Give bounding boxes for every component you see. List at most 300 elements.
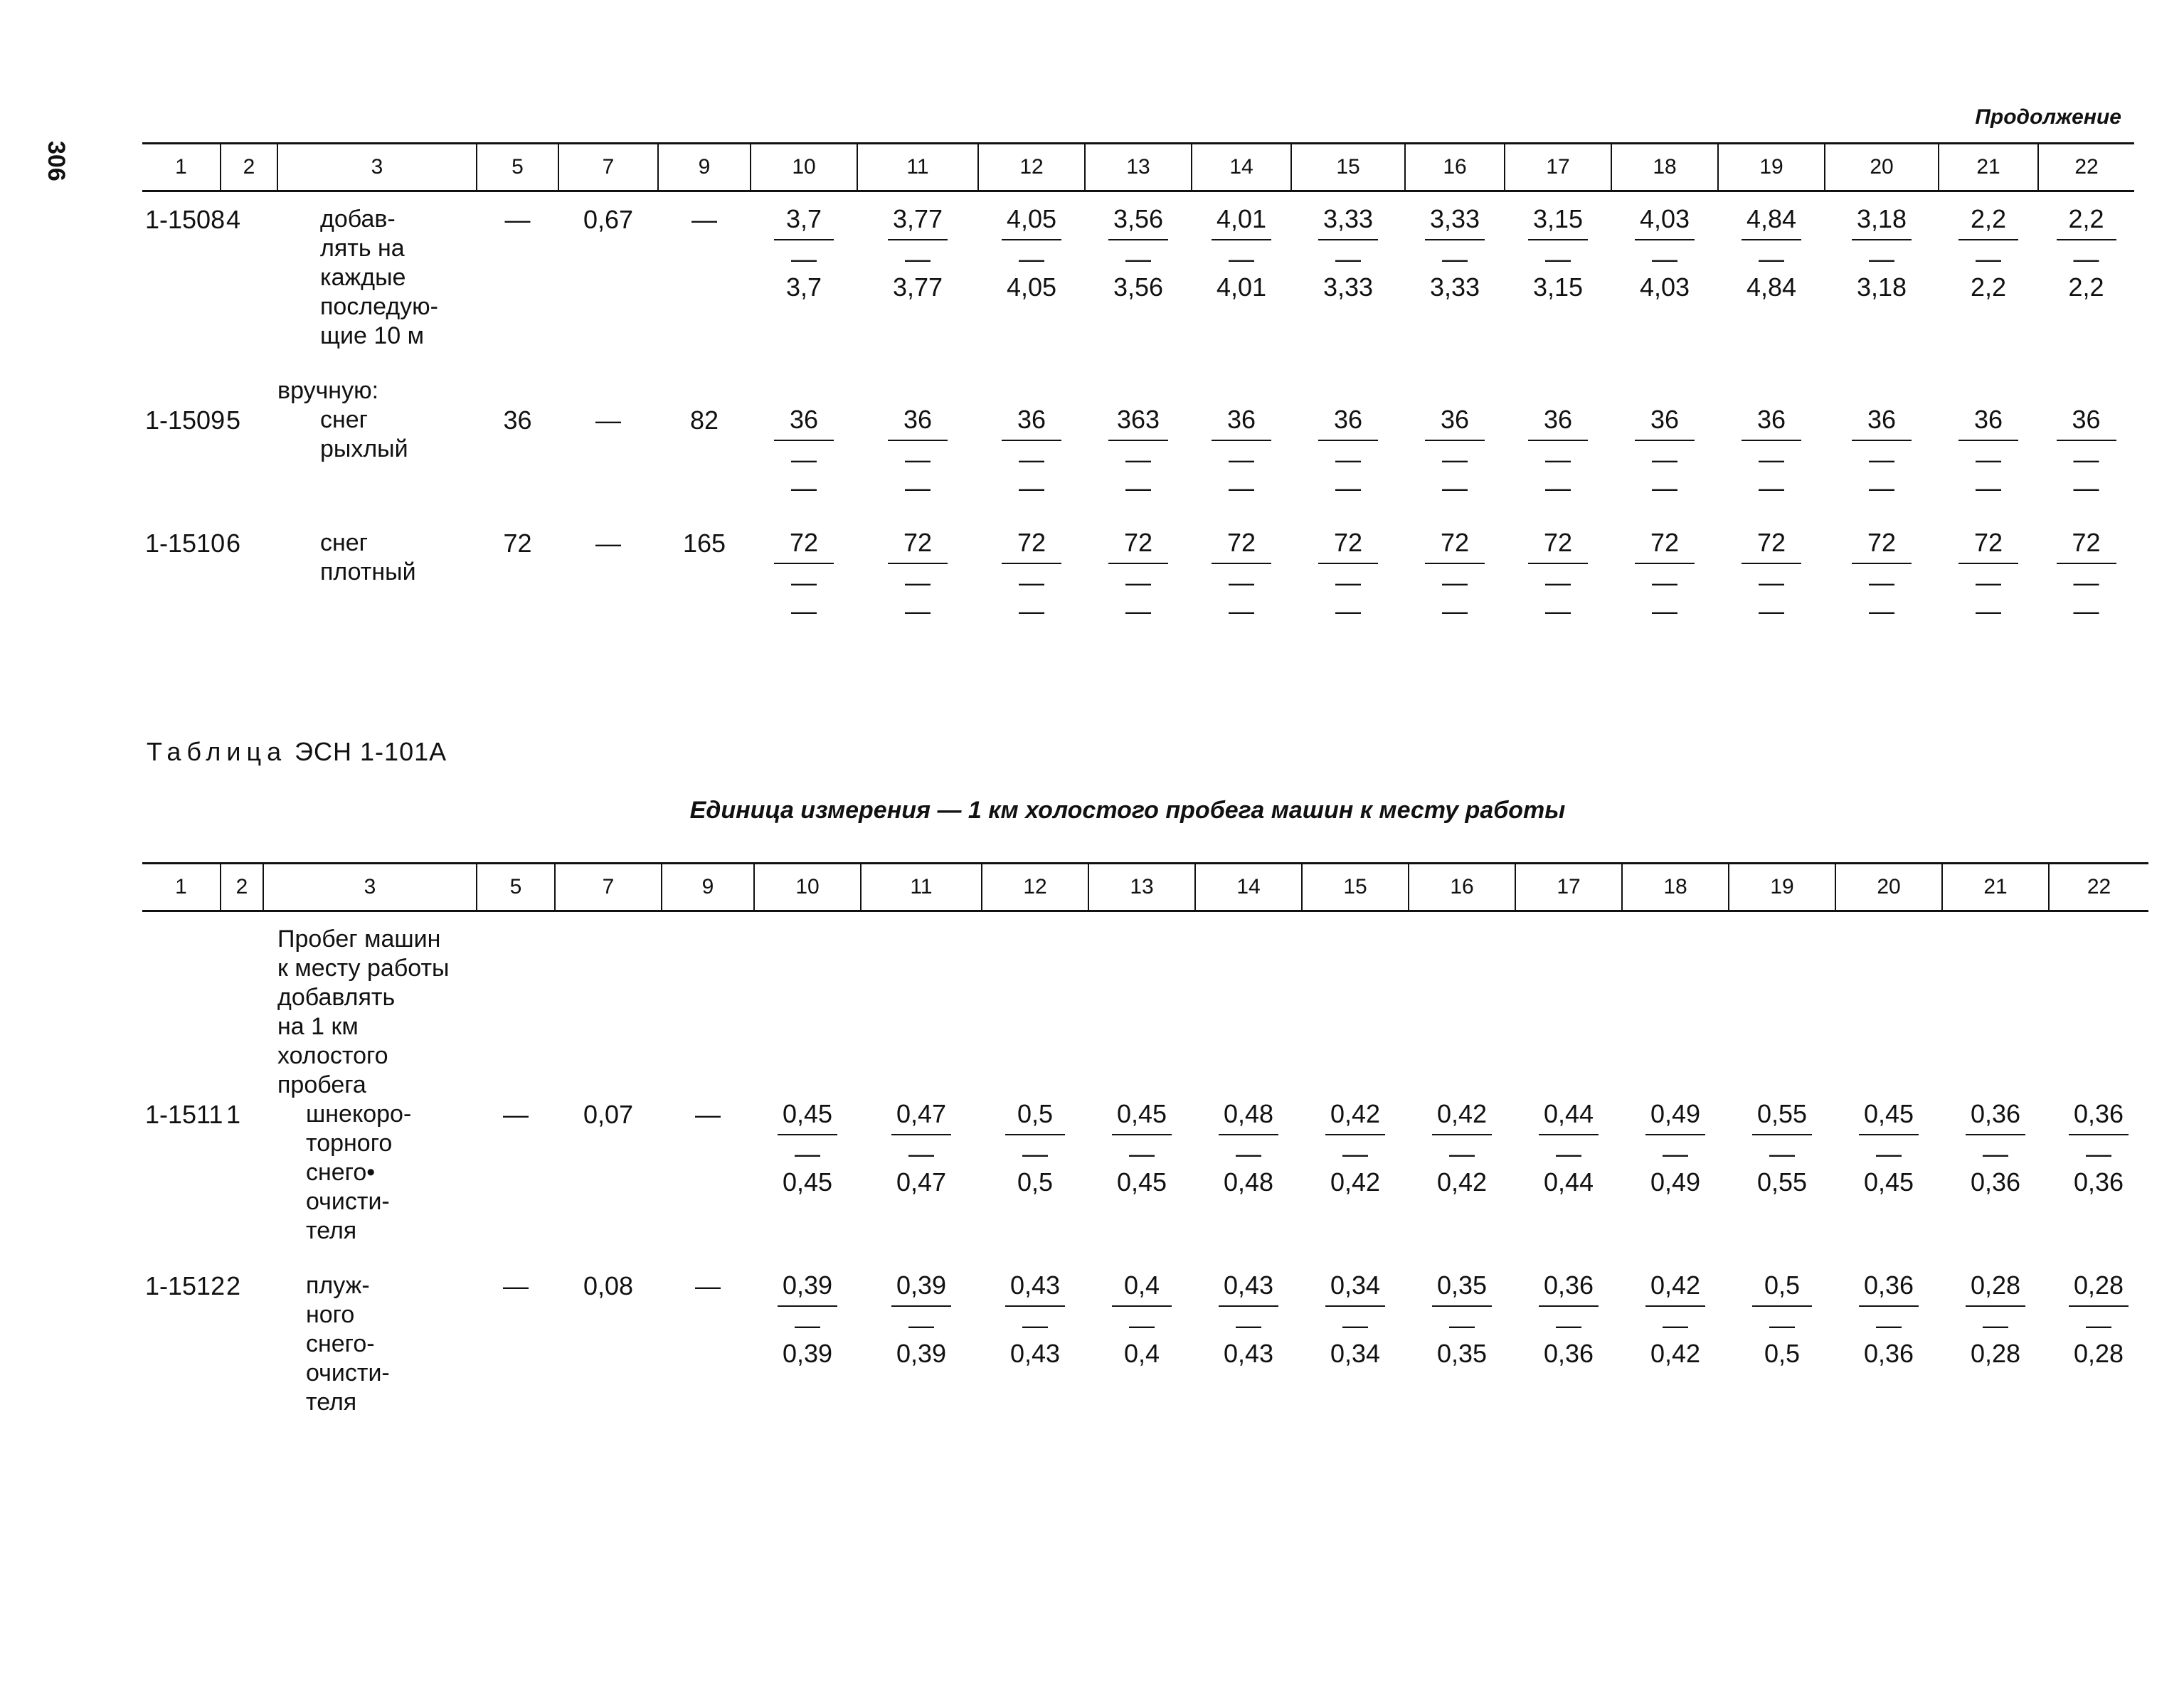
column-header: 15: [1302, 864, 1409, 911]
fraction-bottom: 0,49: [1650, 1167, 1701, 1197]
fraction-bottom: 3,33: [1322, 272, 1374, 302]
empty-cell: [477, 925, 2148, 1100]
fraction-bottom: 4,01: [1216, 272, 1267, 302]
description-line: лять на: [320, 235, 405, 262]
fraction-top: 3,33: [1322, 204, 1374, 233]
fraction-bar: [1212, 563, 1271, 564]
fraction-bottom: 0,42: [1330, 1167, 1381, 1197]
fraction-bar: [774, 563, 834, 564]
fraction-middle: —: [1342, 1310, 1368, 1340]
intro-row: [142, 925, 2148, 1100]
column-header: 3: [263, 864, 477, 911]
fraction-middle: —: [1442, 244, 1468, 273]
value-col-18: [1611, 529, 1718, 626]
fraction-middle: —: [1129, 1310, 1155, 1340]
fraction-middle: —: [1342, 1139, 1368, 1168]
spacer-row: [142, 191, 2134, 206]
value-col-5: 72: [503, 529, 532, 558]
fraction-middle: —: [1442, 568, 1468, 597]
fraction-value: [1645, 1100, 1705, 1197]
fraction-bar: [891, 1134, 951, 1135]
fraction-value: [1112, 1100, 1172, 1197]
fraction-bar: [1425, 563, 1485, 564]
fraction-value: [1325, 1271, 1385, 1368]
fraction-middle: —: [1335, 445, 1361, 474]
continuation-label: Продолжение: [1975, 105, 2121, 129]
fraction-bottom: 0,5: [1017, 1167, 1054, 1197]
value-col-19: [1729, 1100, 1835, 1246]
fraction-top: 2,2: [1970, 204, 2007, 233]
description-line: плотный: [320, 558, 416, 585]
fraction-top: 36: [1973, 405, 2003, 434]
fraction-bottom: —: [1652, 473, 1677, 502]
fraction-middle: —: [1229, 445, 1254, 474]
fraction-value: [1742, 405, 1801, 502]
fraction-top: 0,42: [1436, 1099, 1488, 1128]
fraction-bar: [1539, 1305, 1599, 1307]
fraction-bottom: 4,05: [1006, 272, 1057, 302]
fraction-value: [1219, 1100, 1278, 1197]
column-header: 1: [142, 864, 221, 911]
value-col-14: [1195, 1271, 1302, 1417]
norms-table-continued: [142, 142, 2134, 652]
fraction-top: 72: [1440, 528, 1470, 557]
description-line: снего-: [306, 1330, 375, 1357]
fraction-bar: [1212, 239, 1271, 240]
value-col-20: [1825, 529, 1939, 626]
fraction-value: [1742, 205, 1801, 302]
fraction-value: [1108, 529, 1168, 625]
value-col-19: [1718, 529, 1825, 626]
fraction-middle: —: [791, 244, 817, 273]
fraction-bar: [888, 239, 948, 240]
fraction-value: [1958, 529, 2018, 625]
column-header: 2: [221, 864, 263, 911]
fraction-bottom: —: [1335, 596, 1361, 625]
norms-table-esn-1-101a: [142, 862, 2148, 1443]
value-col-7: —: [595, 405, 621, 435]
fraction-bottom: 0,36: [1970, 1167, 2021, 1197]
table-row: [142, 405, 2134, 503]
row-number: 1: [226, 1100, 241, 1129]
spacer-row: [142, 351, 2134, 376]
value-col-5: —: [503, 1100, 529, 1129]
description-line: теля: [306, 1217, 357, 1244]
fraction-middle: —: [1759, 568, 1784, 597]
fraction-top: 36: [789, 405, 819, 434]
spacer-cell: [142, 1246, 2148, 1271]
value-col-5: —: [504, 205, 531, 234]
value-col-11: [861, 1271, 982, 1417]
fraction-bar: [1742, 239, 1801, 240]
fraction-value: [1742, 529, 1801, 625]
fraction-top: 36: [1333, 405, 1363, 434]
fraction-value: [1002, 205, 1061, 302]
spacer-cell: [142, 191, 2134, 206]
description-line: торного: [306, 1130, 393, 1157]
intro-description: [263, 925, 477, 1100]
fraction-value: [1528, 405, 1588, 502]
column-header: 11: [857, 144, 978, 191]
fraction-bar: [1645, 1134, 1705, 1135]
fraction-middle: —: [1545, 568, 1571, 597]
fraction-bar: [2069, 1134, 2129, 1135]
fraction-middle: —: [1556, 1310, 1581, 1340]
fraction-bar: [1002, 239, 1061, 240]
fraction-bar: [1635, 440, 1695, 441]
fraction-bottom: 4,84: [1746, 272, 1797, 302]
fraction-top: 0,55: [1756, 1099, 1808, 1128]
fraction-middle: —: [1236, 1139, 1261, 1168]
description-line: щие 10 м: [320, 322, 424, 349]
fraction-middle: —: [1983, 1139, 2008, 1168]
value-col-11: [861, 1100, 982, 1246]
fraction-value: [1108, 205, 1168, 302]
fraction-middle: —: [1876, 1139, 1902, 1168]
fraction-top: 0,39: [896, 1271, 947, 1300]
column-header: 22: [2038, 144, 2134, 191]
column-header: 17: [1505, 144, 1611, 191]
value-col-18: [1611, 405, 1718, 503]
fraction-top: 0,45: [1116, 1099, 1167, 1128]
fraction-top: 36: [1440, 405, 1470, 434]
value-col-15: [1302, 1271, 1409, 1417]
value-col-12: [982, 1100, 1088, 1246]
fraction-middle: —: [1129, 1139, 1155, 1168]
fraction-bar: [778, 1134, 837, 1135]
fraction-middle: —: [1125, 244, 1151, 273]
fraction-top: 72: [1333, 528, 1363, 557]
fraction-bar: [1966, 1134, 2025, 1135]
fraction-middle: —: [1976, 568, 2001, 597]
description-line: к месту работы: [277, 955, 450, 982]
fraction-middle: —: [1022, 1139, 1048, 1168]
value-col-10: [751, 405, 857, 503]
value-col-10: [754, 1271, 861, 1417]
description-line: каждые: [320, 264, 406, 291]
fraction-middle: —: [1652, 445, 1677, 474]
fraction-bottom: 0,45: [1863, 1167, 1914, 1197]
fraction-top: 72: [1017, 528, 1046, 557]
fraction-bottom: 3,33: [1429, 272, 1480, 302]
fraction-bottom: —: [1759, 596, 1784, 625]
fraction-bar: [1108, 563, 1168, 564]
norm-code: 1-1511: [145, 1100, 223, 1129]
empty-cell: [142, 925, 221, 1100]
value-col-7: 0,07: [583, 1100, 634, 1129]
fraction-bar: [1852, 239, 1912, 240]
fraction-bar: [1432, 1305, 1492, 1307]
fraction-value: [1528, 205, 1588, 302]
fraction-bar: [774, 440, 834, 441]
fraction-bottom: 0,36: [1863, 1339, 1914, 1368]
fraction-bottom: 0,36: [2073, 1167, 2124, 1197]
column-header: 22: [2049, 864, 2148, 911]
description-line: добав-: [320, 206, 396, 233]
fraction-middle: —: [791, 568, 817, 597]
fraction-middle: —: [795, 1139, 820, 1168]
fraction-top: 0,45: [1863, 1099, 1914, 1128]
fraction-value: [1852, 205, 1912, 302]
fraction-top: 3,33: [1429, 204, 1480, 233]
fraction-top: 36: [2072, 405, 2101, 434]
fraction-value: [891, 1100, 951, 1197]
fraction-value: [1539, 1100, 1599, 1197]
fraction-bottom: —: [1229, 596, 1254, 625]
description-line: шнекоро-: [306, 1101, 412, 1128]
fraction-top: 0,28: [2073, 1271, 2124, 1300]
fraction-bottom: 0,28: [1970, 1339, 2021, 1368]
column-header: 7: [558, 144, 658, 191]
fraction-value: [888, 205, 948, 302]
table-row: [142, 1271, 2148, 1417]
fraction-top: 72: [789, 528, 819, 557]
description-line: Пробег машин: [277, 926, 441, 953]
fraction-middle: —: [1019, 244, 1044, 273]
fraction-value: [1425, 205, 1485, 302]
fraction-bar: [2057, 563, 2116, 564]
fraction-top: 0,39: [782, 1271, 833, 1300]
fraction-value: [778, 1271, 837, 1368]
fraction-top: 0,35: [1436, 1271, 1488, 1300]
fraction-bottom: 0,35: [1436, 1339, 1488, 1368]
fraction-bottom: —: [1229, 473, 1254, 502]
fraction-middle: —: [1335, 568, 1361, 597]
fraction-middle: —: [1442, 445, 1468, 474]
column-header: 12: [978, 144, 1085, 191]
fraction-value: [1002, 529, 1061, 625]
fraction-top: 72: [1756, 528, 1786, 557]
value-col-10: [751, 529, 857, 626]
value-col-15: [1291, 405, 1405, 503]
fraction-value: [1859, 1100, 1919, 1197]
value-col-5: —: [503, 1271, 529, 1300]
fraction-bar: [1859, 1134, 1919, 1135]
fraction-bar: [1539, 1134, 1599, 1135]
table-title-prefix: Таблица: [147, 737, 287, 766]
fraction-middle: —: [908, 1310, 934, 1340]
fraction-value: [1645, 1271, 1705, 1368]
fraction-top: 72: [2072, 528, 2101, 557]
fraction-value: [2057, 529, 2116, 625]
fraction-value: [778, 1100, 837, 1197]
fraction-top: 36: [1756, 405, 1786, 434]
fraction-value: [1112, 1271, 1172, 1368]
column-header: 13: [1088, 864, 1195, 911]
fraction-top: 0,28: [1970, 1271, 2021, 1300]
column-header: 9: [658, 144, 751, 191]
fraction-middle: —: [1652, 568, 1677, 597]
fraction-top: 4,05: [1006, 204, 1057, 233]
fraction-top: 0,4: [1123, 1271, 1160, 1300]
fraction-bottom: 0,39: [782, 1339, 833, 1368]
fraction-value: [1005, 1100, 1065, 1197]
column-header: 18: [1611, 144, 1718, 191]
fraction-middle: —: [1663, 1139, 1688, 1168]
value-col-17: [1505, 405, 1611, 503]
description-line: добавлять: [277, 984, 396, 1011]
fraction-value: [1958, 405, 2018, 502]
fraction-top: 0,5: [1017, 1099, 1054, 1128]
fraction-middle: —: [905, 244, 931, 273]
fraction-middle: —: [1449, 1310, 1475, 1340]
fraction-top: 2,2: [2068, 204, 2104, 233]
work-description: [263, 1100, 477, 1246]
fraction-bottom: —: [905, 473, 931, 502]
fraction-bar: [1318, 239, 1378, 240]
value-col-14: [1195, 1100, 1302, 1246]
description-line: холостого: [277, 1042, 388, 1069]
fraction-bottom: —: [1976, 596, 2001, 625]
fraction-value: [1318, 405, 1378, 502]
column-header: 10: [751, 144, 857, 191]
description-line: очисти-: [306, 1188, 390, 1215]
fraction-bar: [1752, 1134, 1812, 1135]
fraction-bar: [1635, 563, 1695, 564]
fraction-bar: [1325, 1305, 1385, 1307]
fraction-middle: —: [1983, 1310, 2008, 1340]
fraction-bar: [1645, 1305, 1705, 1307]
value-col-12: [978, 529, 1085, 626]
fraction-top: 0,47: [896, 1099, 947, 1128]
row-number: 2: [226, 1271, 241, 1300]
fraction-top: 72: [1123, 528, 1153, 557]
value-col-13: [1085, 529, 1192, 626]
spacer-row: [142, 911, 2148, 926]
fraction-bottom: 0,4: [1123, 1339, 1160, 1368]
fraction-middle: —: [1545, 244, 1571, 273]
value-col-21: [1939, 205, 2038, 351]
fraction-bottom: 3,15: [1532, 272, 1584, 302]
fraction-bottom: 3,56: [1113, 272, 1164, 302]
fraction-middle: —: [1769, 1139, 1795, 1168]
work-description: [277, 405, 477, 503]
column-header: 3: [277, 144, 477, 191]
fraction-bar: [1966, 1305, 2025, 1307]
fraction-bar: [1425, 440, 1485, 441]
column-header: 10: [754, 864, 861, 911]
value-col-10: [751, 205, 857, 351]
fraction-top: 0,45: [782, 1099, 833, 1128]
value-col-21: [1942, 1271, 2049, 1417]
column-header: 15: [1291, 144, 1405, 191]
fraction-middle: —: [905, 445, 931, 474]
fraction-middle: —: [1022, 1310, 1048, 1340]
fraction-bottom: —: [791, 473, 817, 502]
column-header: 13: [1085, 144, 1192, 191]
fraction-top: 72: [1973, 528, 2003, 557]
spacer-row: [142, 503, 2134, 529]
work-description: [277, 205, 477, 351]
row-number: 5: [226, 405, 241, 435]
fraction-value: [2069, 1100, 2129, 1197]
fraction-middle: —: [795, 1310, 820, 1340]
fraction-bottom: —: [1442, 596, 1468, 625]
fraction-value: [2057, 405, 2116, 502]
fraction-bottom: —: [1019, 473, 1044, 502]
spacer-row: [142, 626, 2134, 652]
fraction-bottom: 0,42: [1436, 1167, 1488, 1197]
fraction-bottom: —: [1545, 596, 1571, 625]
value-col-19: [1718, 205, 1825, 351]
table-row: [142, 529, 2134, 626]
fraction-top: 3,18: [1856, 204, 1907, 233]
fraction-bottom: 0,44: [1543, 1167, 1594, 1197]
group-label-row: [142, 376, 2134, 405]
fraction-middle: —: [2073, 244, 2099, 273]
table-title: [147, 737, 447, 767]
value-col-17: [1505, 205, 1611, 351]
fraction-value: [1108, 405, 1168, 502]
fraction-top: 0,42: [1650, 1271, 1701, 1300]
fraction-value: [1432, 1271, 1492, 1368]
fraction-bar: [1219, 1305, 1278, 1307]
work-description: [263, 1271, 477, 1417]
fraction-bar: [1112, 1134, 1172, 1135]
fraction-bottom: 0,55: [1756, 1167, 1808, 1197]
column-header: 5: [477, 144, 558, 191]
fraction-bottom: —: [1335, 473, 1361, 502]
fraction-middle: —: [1229, 568, 1254, 597]
value-col-22: [2049, 1100, 2148, 1246]
fraction-top: 72: [903, 528, 933, 557]
value-col-21: [1939, 529, 2038, 626]
value-col-16: [1409, 1100, 1515, 1246]
fraction-bar: [1752, 1305, 1812, 1307]
fraction-bar: [1318, 440, 1378, 441]
value-col-15: [1302, 1100, 1409, 1246]
fraction-middle: —: [1019, 445, 1044, 474]
fraction-top: 72: [1650, 528, 1680, 557]
fraction-bar: [1108, 239, 1168, 240]
column-header: 20: [1825, 144, 1939, 191]
fraction-top: 0,43: [1223, 1271, 1274, 1300]
value-col-15: [1291, 205, 1405, 351]
fraction-bottom: —: [2073, 473, 2099, 502]
value-col-10: [754, 1100, 861, 1246]
fraction-bottom: 3,18: [1856, 272, 1907, 302]
value-col-17: [1515, 1271, 1622, 1417]
column-header: 14: [1192, 144, 1291, 191]
description-line: снег: [320, 529, 369, 556]
fraction-bottom: —: [1125, 596, 1151, 625]
row-number: 4: [226, 205, 241, 234]
fraction-top: 0,44: [1543, 1099, 1594, 1128]
spacer-cell: [142, 626, 2134, 652]
fraction-value: [1966, 1271, 2025, 1368]
value-col-20: [1825, 205, 1939, 351]
value-col-9: 82: [689, 405, 719, 435]
norm-code: 1-1512: [145, 1271, 226, 1300]
column-header: 21: [1942, 864, 2049, 911]
fraction-value: [1425, 405, 1485, 502]
column-header: 19: [1718, 144, 1825, 191]
fraction-bar: [1318, 563, 1378, 564]
fraction-top: 0,34: [1330, 1271, 1381, 1300]
fraction-value: [1318, 205, 1378, 302]
spacer-cell: [142, 503, 2134, 529]
fraction-bar: [1635, 239, 1695, 240]
column-header: 16: [1405, 144, 1505, 191]
empty-cell: [477, 376, 2134, 405]
value-col-9: —: [695, 1271, 721, 1300]
value-col-9: 165: [682, 529, 726, 558]
fraction-bar: [2057, 239, 2116, 240]
fraction-value: [1005, 1271, 1065, 1368]
fraction-bar: [1852, 440, 1912, 441]
value-col-14: [1192, 405, 1291, 503]
fraction-bar: [1212, 440, 1271, 441]
